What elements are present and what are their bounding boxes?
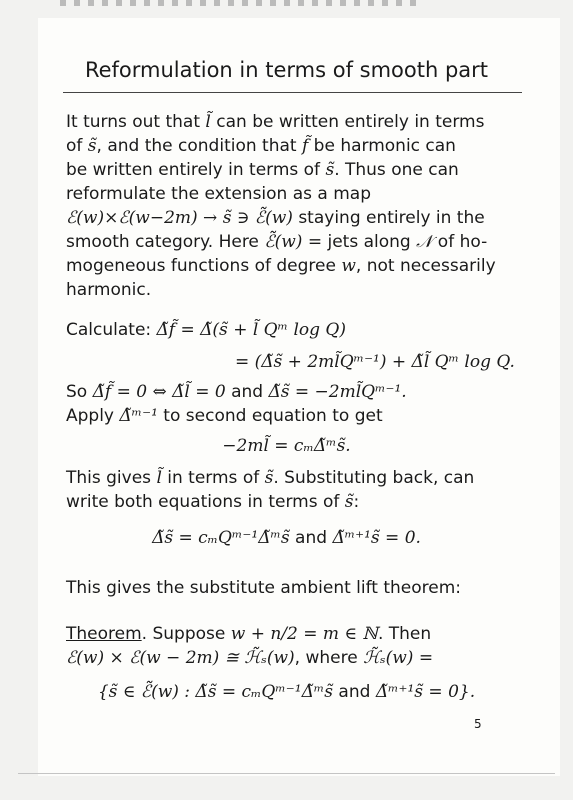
intro-line-2 <box>66 134 456 158</box>
page-number: 5 <box>474 717 482 731</box>
math-l-tilde: l̃ <box>205 112 211 132</box>
text: and <box>289 528 333 548</box>
text: and <box>333 682 376 702</box>
text: and <box>225 382 269 402</box>
gives-line-2 <box>66 490 359 514</box>
text: of ho- <box>432 232 488 252</box>
intro-line-4: reformulate the extension as a map <box>66 184 372 204</box>
intro-line-1 <box>66 110 484 134</box>
text: smooth category. Here <box>66 232 265 252</box>
text: can be written entirely in terms <box>210 112 485 132</box>
intro-line-3 <box>66 158 459 182</box>
slide-title: Reformulation in terms of smooth part <box>84 58 489 82</box>
gives-line-1 <box>66 466 474 490</box>
text: Apply <box>66 406 120 426</box>
math-n: 𝒩 <box>416 232 433 252</box>
math-eq-a: Δ̃s̃ = cₘQᵐ⁻¹Δ̃ᵐs̃ <box>152 528 290 548</box>
substitute-line: This gives the substitute ambient lift theorem: <box>66 578 462 598</box>
math-set-a: {s̃ ∈ ℰ̃(w) : Δ̃s̃ = cₘQᵐ⁻¹Δ̃ᵐs̃ <box>97 682 334 702</box>
text: , not necessarily <box>355 256 496 276</box>
calc-line-1 <box>66 318 346 342</box>
calc-label: Calculate: <box>66 320 157 340</box>
text: to second equation to get <box>157 406 383 426</box>
theorem-line-1 <box>66 622 431 646</box>
math-f-tilde: f̃ <box>301 136 309 156</box>
intro-line-5 <box>66 206 485 230</box>
math-s-tilde: s̃ <box>344 492 354 512</box>
theorem-line-2 <box>66 646 433 670</box>
math-s-tilde: s̃ <box>264 468 274 488</box>
calc-line-4 <box>66 404 383 428</box>
text: be written entirely in terms of <box>66 160 326 180</box>
math-map: ℰ(w)×ℰ(w−2m) → s̃ ∋ ℰ̃(w) <box>66 208 293 228</box>
math-h-s-w: ℋ̃ₛ(w) = <box>363 648 434 668</box>
math-iso: ℰ(w) × ℰ(w − 2m) ≅ ℋ̃ₛ(w) <box>66 648 295 668</box>
text: mogeneous functions of degree <box>66 256 342 276</box>
math-s-tilde: s̃ <box>87 136 97 156</box>
math-delta-power: Δ̃ᵐ⁻¹ <box>119 406 158 426</box>
text: staying entirely in the <box>292 208 485 228</box>
text: . Thus one can <box>334 160 459 180</box>
math-set-c: Δ̃ᵐ⁺¹s̃ = 0}. <box>375 682 476 702</box>
text: of <box>66 136 88 156</box>
intro-line-8: harmonic. <box>66 280 152 300</box>
intro-line-7 <box>66 254 496 278</box>
math-s-tilde: s̃ <box>325 160 335 180</box>
math-equivalence: Δ̃f̃ = 0 ⇔ Δ̃l̃ = 0 <box>92 382 226 402</box>
calc-line-3 <box>66 380 407 404</box>
math-second-eq: Δ̃s̃ = −2ml̃Qᵐ⁻¹. <box>268 382 407 402</box>
text: write both equations in terms of <box>66 492 345 512</box>
text: , and the condition that <box>96 136 302 156</box>
text: So <box>66 382 93 402</box>
theorem-line-3 <box>0 680 573 704</box>
text: . Suppose <box>141 624 231 644</box>
text: . Then <box>377 624 432 644</box>
math-e-tilde-w: ℰ̃(w) <box>264 232 303 252</box>
text: This gives <box>66 468 157 488</box>
text: be harmonic can <box>308 136 456 156</box>
calc-line-5 <box>0 434 573 458</box>
gives-equation <box>0 526 573 550</box>
text: : <box>353 492 360 512</box>
math-eq3: −2ml̃ = cₘΔ̃ᵐs̃. <box>222 436 351 456</box>
scan-artifact <box>60 0 420 6</box>
text: . Substituting back, can <box>273 468 475 488</box>
page-bottom-rule <box>18 773 555 774</box>
math-eq2: = (Δ̃s̃ + 2ml̃Qᵐ⁻¹) + Δ̃l̃ Qᵐ log Q. <box>235 352 515 372</box>
math-eq1: Δ̃f̃ = Δ̃(s̃ + l̃ Qᵐ log Q) <box>156 320 346 340</box>
text: in terms of <box>161 468 265 488</box>
title-underline <box>63 92 522 93</box>
text: = jets along <box>302 232 417 252</box>
math-eq-c: Δ̃ᵐ⁺¹s̃ = 0. <box>332 528 421 548</box>
math-l-tilde: l̃ <box>156 468 162 488</box>
text: It turns out that <box>66 112 206 132</box>
math-w: w <box>341 256 356 276</box>
calc-line-2 <box>235 350 515 374</box>
intro-line-6 <box>66 230 487 254</box>
text: , where <box>294 648 364 668</box>
theorem-label: Theorem <box>66 624 142 644</box>
math-condition: w + n/2 = m ∈ ℕ <box>230 624 378 644</box>
